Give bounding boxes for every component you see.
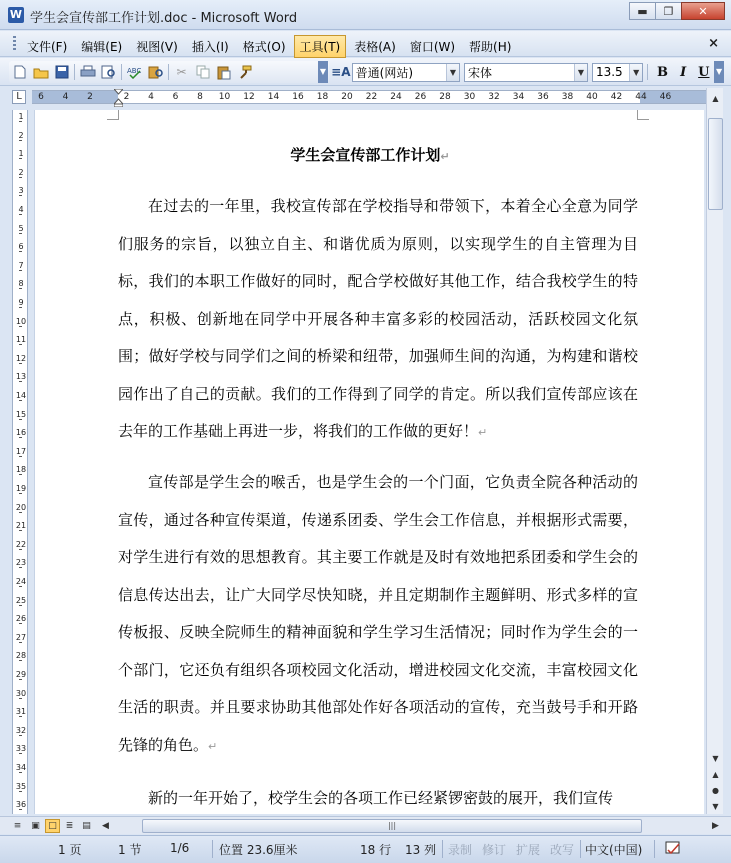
scroll-right-icon[interactable]: ▶ bbox=[712, 821, 719, 831]
vertical-ruler-number: 3 bbox=[18, 186, 24, 196]
vertical-ruler-number: 26 bbox=[15, 614, 27, 624]
vertical-ruler-number: 20 bbox=[15, 502, 27, 512]
vertical-ruler-tick bbox=[19, 549, 22, 550]
vertical-ruler-tick bbox=[19, 437, 22, 438]
ruler-number: 38 bbox=[561, 92, 574, 102]
status-page: 1 页 bbox=[58, 843, 82, 857]
vertical-ruler-tick bbox=[19, 288, 22, 289]
vertical-scrollbar[interactable] bbox=[706, 88, 723, 814]
vertical-ruler-number: 29 bbox=[15, 670, 27, 679]
paste-icon[interactable] bbox=[213, 62, 234, 82]
menu-item[interactable]: 文件(F) bbox=[27, 40, 68, 54]
ruler-number: 22 bbox=[365, 92, 378, 102]
paragraph-text: 宣传部是学生会的喉舌，也是学生会的一个门面，它负责全院各种活动的宣传，通过各种宣传渠道，传递系团委、学生会工作信息，并根据形式需要，对学生进行有效的思想教育。其主要工作就是及时有效地把系团委和学生会的信息传达出去，让广大同学尽快知晓，并且定期制作主题鲜明、形式多样的宣传板报、反映全院师生的精神面貌和学生学习生活情况；同时作为学生会的一个部门，它还负有组织各项校园文化活动，增进校园文化交流，丰富校园文化生活的职责。并且要求协助其他部处作好各项活动的宣传，充当鼓号手和开路先锋的角色。 bbox=[118, 473, 638, 754]
vertical-ruler-number: 32 bbox=[15, 725, 27, 735]
vertical-ruler-number: 25 bbox=[15, 595, 27, 605]
style-select[interactable] bbox=[352, 63, 460, 82]
status-trk[interactable]: 修订 bbox=[482, 843, 507, 857]
status-separator bbox=[580, 840, 581, 858]
print-icon[interactable] bbox=[77, 62, 98, 82]
font-select-value: 宋体 bbox=[467, 65, 492, 80]
vertical-ruler-number: 9 bbox=[18, 298, 24, 307]
paragraph-mark: ↵ bbox=[208, 739, 218, 753]
cut-icon[interactable]: ✂ bbox=[176, 65, 187, 79]
ruler-number: 12 bbox=[243, 92, 255, 102]
toolbar-separator bbox=[121, 64, 122, 80]
vertical-ruler-tick bbox=[19, 679, 22, 680]
status-separator bbox=[442, 840, 443, 858]
ruler-number: 4 bbox=[62, 92, 69, 102]
previous-page-icon[interactable]: ▲ bbox=[712, 769, 719, 779]
vertical-ruler-number: 36 bbox=[15, 800, 27, 810]
status-column: 13 列 bbox=[405, 843, 437, 857]
standard-toolbar bbox=[9, 61, 329, 83]
chevron-down-icon[interactable]: ▼ bbox=[446, 64, 459, 81]
vertical-ruler-tick bbox=[19, 753, 22, 754]
paragraph-text: 在过去的一年里，我校宣传部在学校指导和带领下，本着全心全意为同学们服务的宗旨，以独立自主、和谐优质为原则，以实现学生的自主管理为目标，我们的本职工作做好的同时，配合学校做好其他工作，结合我校学生的特点，积极、创新地在同学中开展各种丰富多彩的校园活动，活跃校园文化氛围；做好学校与同学们之间的桥梁和纽带，加强师生间的沟通，为构建和谐校园作出了自己的贡献。我们的工作得到了同学的肯定。所以我们宣传部应该在去年的工作基础上再进一步，将我们的工作做的更好！ bbox=[118, 197, 638, 440]
vertical-ruler-tick bbox=[19, 326, 22, 327]
vertical-ruler-number: 33 bbox=[15, 744, 27, 754]
open-folder-icon[interactable] bbox=[30, 62, 51, 82]
status-separator bbox=[654, 840, 655, 858]
spelling-icon[interactable] bbox=[124, 62, 145, 82]
new-document-icon[interactable] bbox=[9, 62, 30, 82]
ruler-number: 4 bbox=[148, 92, 154, 102]
toolbar-separator bbox=[647, 64, 648, 80]
vertical-ruler-tick bbox=[19, 158, 22, 159]
status-line: 18 行 bbox=[360, 843, 392, 857]
ruler-number: 30 bbox=[463, 92, 476, 102]
vertical-ruler-tick bbox=[19, 772, 22, 773]
vertical-ruler-number: 22 bbox=[15, 539, 27, 549]
save-icon[interactable] bbox=[51, 62, 72, 82]
chevron-down-icon[interactable]: ▼ bbox=[574, 64, 587, 81]
menu-item[interactable]: 格式(O) bbox=[242, 40, 286, 54]
research-icon[interactable] bbox=[145, 62, 166, 82]
document-page[interactable] bbox=[34, 110, 704, 814]
status-language[interactable]: 中文(中国) bbox=[585, 843, 643, 857]
vertical-ruler-tick bbox=[19, 809, 22, 810]
vertical-ruler-number: 2 bbox=[18, 167, 24, 177]
vertical-ruler-number: 12 bbox=[15, 353, 27, 363]
status-rec[interactable]: 录制 bbox=[448, 843, 473, 857]
paragraph-mark: ↵ bbox=[478, 426, 488, 439]
ruler-number: 42 bbox=[610, 92, 623, 102]
vertical-ruler-number: 31 bbox=[15, 707, 27, 717]
menu-item[interactable]: 工具(T) bbox=[294, 35, 347, 58]
vertical-ruler-tick bbox=[19, 270, 22, 271]
toolbar-separator bbox=[168, 64, 169, 80]
status-position: 位置 23.6厘米 bbox=[219, 843, 298, 857]
outline-view-icon[interactable]: ≣ bbox=[65, 821, 74, 831]
margin-corner-mark bbox=[637, 110, 649, 120]
window-controls bbox=[630, 2, 725, 20]
font-size-select[interactable] bbox=[592, 63, 643, 82]
italic-button[interactable]: I bbox=[680, 64, 687, 80]
web-layout-view-icon[interactable]: ▣ bbox=[31, 821, 40, 831]
vertical-ruler bbox=[12, 110, 28, 814]
menubar-grip-handle[interactable] bbox=[13, 36, 16, 52]
scroll-left-icon[interactable]: ◀ bbox=[102, 821, 109, 831]
vertical-ruler-number: 4 bbox=[18, 205, 24, 214]
paragraph-2 bbox=[118, 464, 638, 765]
chevron-down-icon[interactable]: ▼ bbox=[629, 64, 642, 81]
toolbar-options-chevron[interactable]: ▼ bbox=[318, 61, 328, 83]
vertical-ruler-tick bbox=[19, 363, 22, 364]
word-doc-icon: W bbox=[9, 8, 23, 21]
ruler-number: 8 bbox=[197, 92, 203, 102]
vertical-ruler-tick bbox=[19, 307, 22, 308]
ruler-number: 2 bbox=[87, 92, 93, 102]
status-bar bbox=[0, 835, 731, 863]
vertical-ruler-tick bbox=[19, 233, 22, 234]
font-size-value: 13.5 bbox=[595, 65, 623, 79]
vertical-ruler-tick bbox=[19, 642, 22, 643]
formatting-toolbar bbox=[330, 61, 724, 83]
font-select[interactable] bbox=[464, 63, 588, 82]
vertical-ruler-tick bbox=[19, 623, 22, 624]
menu-items bbox=[21, 35, 519, 58]
toolbar-separator bbox=[74, 64, 75, 80]
vertical-ruler-tick bbox=[19, 381, 22, 382]
vertical-ruler-tick bbox=[19, 177, 22, 178]
menu-item[interactable]: 编辑(E) bbox=[81, 40, 123, 54]
menu-item[interactable]: 窗口(W) bbox=[409, 40, 456, 54]
ruler-number: 24 bbox=[390, 92, 402, 102]
vertical-ruler-number: 34 bbox=[15, 763, 27, 772]
ruler-number: 16 bbox=[292, 92, 304, 102]
vertical-ruler-tick bbox=[19, 419, 22, 420]
ruler-number: 20 bbox=[341, 92, 353, 102]
title-bar bbox=[0, 0, 731, 30]
vertical-ruler-number: 1 bbox=[18, 149, 24, 159]
vertical-ruler-number: 6 bbox=[18, 242, 24, 252]
horizontal-ruler bbox=[0, 88, 731, 106]
vertical-ruler-tick bbox=[19, 586, 22, 587]
paragraph-mark: ↵ bbox=[440, 150, 450, 163]
right-margin-area bbox=[640, 91, 706, 103]
vertical-ruler-tick bbox=[19, 660, 22, 661]
vertical-ruler-tick bbox=[19, 251, 22, 252]
format-painter-icon[interactable] bbox=[234, 62, 255, 82]
ruler-number: 36 bbox=[537, 92, 549, 102]
vertical-ruler-tick bbox=[19, 716, 22, 717]
horizontal-scrollbar bbox=[0, 816, 731, 834]
window-title: 学生会宣传部工作计划.doc - Microsoft Word bbox=[30, 11, 298, 26]
styles-pane-icon[interactable]: ≡A bbox=[331, 65, 351, 79]
document-title bbox=[35, 144, 704, 165]
minimize-button[interactable]: ▬ bbox=[629, 2, 656, 20]
vertical-ruler-number: 17 bbox=[15, 446, 27, 456]
vertical-ruler-number: 1 bbox=[18, 112, 24, 121]
vertical-ruler-tick bbox=[19, 735, 22, 736]
status-ovr[interactable]: 改写 bbox=[550, 843, 575, 857]
margin-corner-mark bbox=[107, 110, 119, 120]
menu-bar bbox=[0, 31, 731, 57]
status-ext[interactable]: 扩展 bbox=[516, 843, 541, 857]
svg-text:ABC: ABC bbox=[126, 67, 141, 75]
paragraph-text: 新的一年开始了，校学生会的各项工作已经紧锣密鼓的展开，我们宣传 bbox=[148, 789, 614, 807]
vertical-ruler-tick bbox=[19, 567, 22, 568]
paragraph-1 bbox=[118, 188, 638, 452]
bold-button[interactable]: B bbox=[656, 64, 668, 80]
ruler-number: 40 bbox=[586, 92, 598, 102]
vertical-ruler-tick bbox=[19, 140, 22, 141]
vertical-ruler-number: 5 bbox=[18, 223, 24, 233]
ruler-number: 26 bbox=[414, 92, 427, 102]
vertical-ruler-number: 7 bbox=[18, 260, 24, 270]
vertical-ruler-tick bbox=[19, 605, 22, 606]
vertical-ruler-number: 21 bbox=[15, 521, 27, 531]
ruler-number: 2 bbox=[123, 92, 130, 102]
menu-item[interactable]: 表格(A) bbox=[354, 40, 396, 54]
vertical-ruler-tick bbox=[19, 214, 22, 215]
scroll-up-icon[interactable]: ▲ bbox=[712, 93, 719, 103]
vertical-ruler-number: 14 bbox=[15, 391, 27, 400]
vertical-ruler-number: 11 bbox=[15, 335, 27, 345]
ruler-number: 6 bbox=[172, 92, 179, 102]
vertical-ruler-tick bbox=[19, 791, 22, 792]
ruler-number: 32 bbox=[488, 92, 500, 102]
select-browse-object-icon[interactable]: ● bbox=[712, 785, 719, 795]
toolbar-options-chevron[interactable]: ▼ bbox=[714, 61, 724, 83]
paragraph-3 bbox=[118, 780, 638, 814]
close-document-button[interactable]: × bbox=[708, 36, 719, 51]
vertical-ruler-number: 19 bbox=[15, 484, 27, 493]
underline-button[interactable]: U bbox=[698, 64, 710, 80]
vertical-ruler-tick bbox=[19, 195, 22, 196]
print-preview-icon[interactable] bbox=[98, 62, 119, 82]
next-page-icon[interactable]: ▼ bbox=[712, 801, 719, 811]
vertical-ruler-number: 13 bbox=[15, 372, 27, 382]
normal-view-icon[interactable]: ≡ bbox=[13, 821, 22, 831]
vertical-ruler-number: 23 bbox=[15, 558, 27, 568]
reading-layout-view-icon[interactable]: ▤ bbox=[82, 821, 91, 831]
vertical-ruler-number: 24 bbox=[15, 577, 27, 586]
vertical-ruler-number: 18 bbox=[15, 465, 27, 475]
vertical-ruler-number: 15 bbox=[15, 409, 27, 419]
copy-icon[interactable] bbox=[192, 62, 213, 82]
ruler-bar[interactable] bbox=[32, 90, 706, 104]
horizontal-scroll-thumb[interactable]: ||| bbox=[142, 819, 642, 833]
document-title-text: 学生会宣传部工作计划 bbox=[290, 146, 441, 164]
ruler-number: 34 bbox=[512, 92, 525, 102]
ruler-number: 18 bbox=[316, 92, 329, 102]
vertical-ruler-tick bbox=[19, 456, 22, 457]
vertical-ruler-tick bbox=[19, 474, 22, 475]
menu-item[interactable]: 插入(I) bbox=[191, 40, 229, 54]
ruler-number: 46 bbox=[659, 92, 672, 102]
vertical-ruler-number: 30 bbox=[15, 688, 27, 698]
vertical-ruler-number: 8 bbox=[18, 279, 24, 289]
ruler-number: 6 bbox=[38, 92, 44, 102]
vertical-scroll-thumb[interactable] bbox=[708, 118, 723, 210]
ruler-number: 28 bbox=[439, 92, 451, 102]
scroll-down-icon[interactable]: ▼ bbox=[712, 753, 719, 763]
left-margin-area bbox=[32, 91, 118, 103]
vertical-ruler-number: 2 bbox=[18, 130, 24, 140]
style-select-value: 普通(网站) bbox=[355, 65, 414, 80]
restore-button[interactable]: ❐ bbox=[655, 2, 682, 20]
spelling-status-icon[interactable] bbox=[664, 840, 684, 859]
vertical-ruler-number: 28 bbox=[15, 651, 27, 661]
vertical-ruler-number: 10 bbox=[15, 316, 27, 326]
vertical-ruler-number: 16 bbox=[15, 428, 27, 438]
status-separator bbox=[212, 840, 213, 858]
vertical-ruler-tick bbox=[19, 512, 22, 513]
status-page-of: 1/6 bbox=[170, 841, 190, 855]
status-section: 1 节 bbox=[118, 843, 142, 857]
indent-marker-icon[interactable] bbox=[114, 89, 123, 107]
vertical-ruler-number: 27 bbox=[15, 632, 27, 642]
vertical-ruler-tick bbox=[19, 400, 22, 401]
print-layout-view-icon[interactable]: □ bbox=[45, 819, 60, 833]
ruler-number: 44 bbox=[635, 92, 647, 102]
ruler-number: 14 bbox=[267, 92, 280, 102]
vertical-ruler-tick bbox=[19, 530, 22, 531]
tab-stop-selector[interactable]: L bbox=[12, 90, 26, 104]
ruler-number: 10 bbox=[218, 92, 231, 102]
menu-item[interactable]: 帮助(H) bbox=[469, 40, 512, 54]
close-window-button[interactable]: ✕ bbox=[681, 2, 725, 20]
menu-item[interactable]: 视图(V) bbox=[136, 40, 178, 54]
vertical-ruler-tick bbox=[19, 493, 22, 494]
vertical-ruler-tick bbox=[19, 121, 22, 122]
vertical-ruler-tick bbox=[19, 698, 22, 699]
vertical-ruler-number: 35 bbox=[15, 781, 27, 791]
vertical-ruler-tick bbox=[19, 344, 22, 345]
toolbar bbox=[0, 58, 731, 86]
